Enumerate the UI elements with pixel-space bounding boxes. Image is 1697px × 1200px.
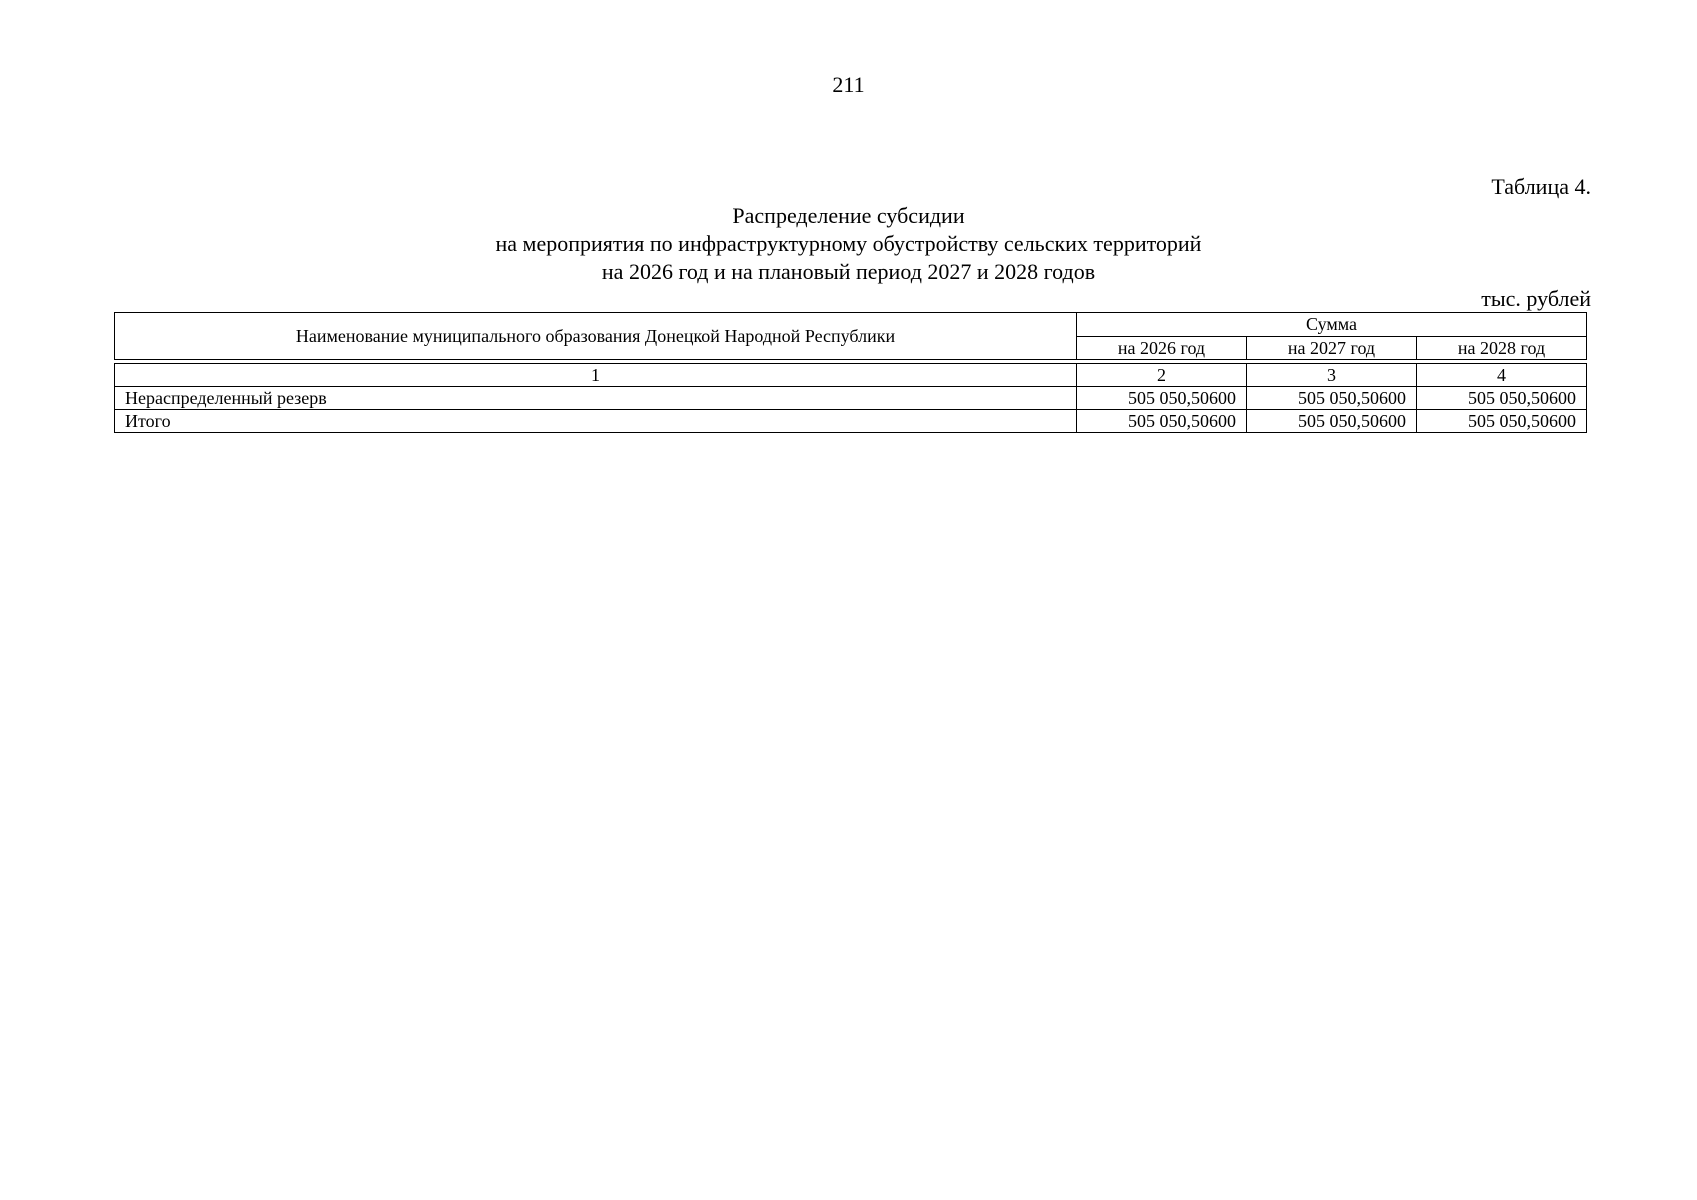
title-line-2: на мероприятия по инфраструктурному обустройству сельских территорий	[495, 231, 1202, 256]
column-number-2: 2	[1077, 364, 1247, 387]
column-numbers-row	[115, 364, 1587, 387]
header-year-2026: на 2026 год	[1077, 336, 1247, 360]
row-value-2028: 505 050,50600	[1417, 387, 1587, 410]
row-name: Итого	[115, 410, 1077, 433]
header-year-2028: на 2028 год	[1417, 336, 1587, 360]
row-name: Нераспределенный резерв	[115, 387, 1077, 410]
title-line-1: Распределение субсидии	[732, 203, 965, 228]
row-value-2027: 505 050,50600	[1247, 387, 1417, 410]
page-number: 211	[832, 72, 865, 97]
header-name-column: Наименование муниципального образования Донецкой Народной Республики	[115, 313, 1077, 360]
document-title	[0, 202, 1697, 286]
table-label: Таблица 4.	[1491, 174, 1591, 199]
row-value-2027: 505 050,50600	[1247, 410, 1417, 433]
title-line-3: на 2026 год и на плановый период 2027 и 2028 годов	[601, 259, 1096, 284]
table-row	[115, 387, 1587, 410]
table-row-total	[115, 410, 1587, 433]
header-sum-group: Сумма	[1077, 313, 1587, 337]
row-value-2028: 505 050,50600	[1417, 410, 1587, 433]
table-body	[114, 363, 1587, 433]
header-year-2027: на 2027 год	[1247, 336, 1417, 360]
column-number-4: 4	[1417, 364, 1587, 387]
units-label: тыс. рублей	[1481, 286, 1591, 311]
table-header	[114, 312, 1587, 360]
column-number-3: 3	[1247, 364, 1417, 387]
column-number-1: 1	[115, 364, 1077, 387]
row-value-2026: 505 050,50600	[1077, 410, 1247, 433]
row-value-2026: 505 050,50600	[1077, 387, 1247, 410]
header-row-1	[115, 313, 1587, 337]
